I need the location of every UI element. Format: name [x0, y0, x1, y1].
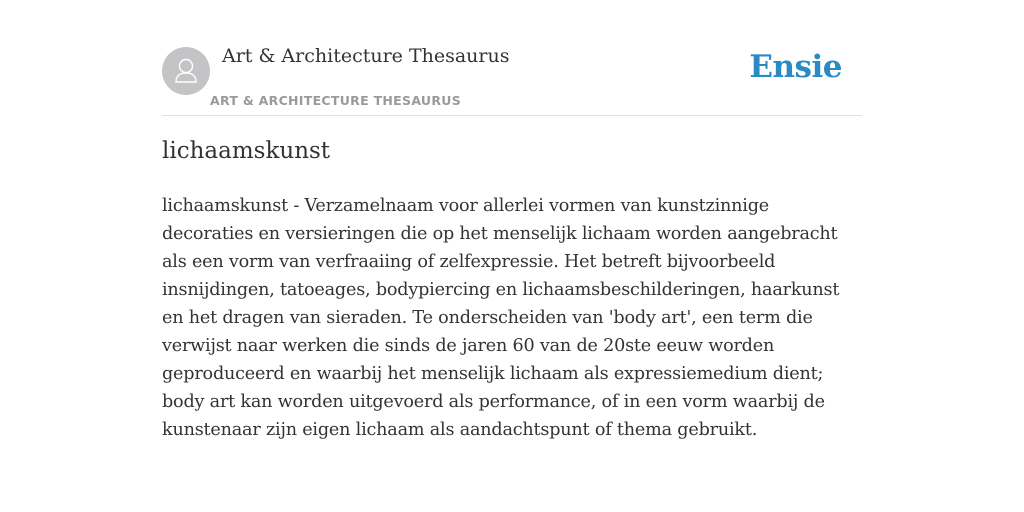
- author-name[interactable]: Art & Architecture Thesaurus: [222, 45, 510, 67]
- definition-text: lichaamskunst - Verzamelnaam voor allerlei vormen van kunstzinnige decoraties en versieringen die op het menselijk lichaam worden aangebracht als een vorm van verfraaiing of zelfexpressie. Het betreft bijvoorbeeld insnijdingen, tatoeages, bodypiercing en lichaamsbeschilderingen, haarkunst en het dragen van sieraden. Te onderscheiden van 'body art', een term die verwijst naar werken die sinds de jaren 60 van de 20ste eeuw worden geproduceerd en waarbij het menselijk lichaam als expressiemedium dient; body art kan worden uitgevoerd als performance, of in een vorm waarbij de kunstenaar zijn eigen lichaam als aandachtspunt of thema gebruikt.: [162, 196, 840, 440]
- page-title: lichaamskunst: [162, 138, 331, 164]
- author-category-label[interactable]: ART & ARCHITECTURE THESAURUS: [210, 93, 462, 108]
- page-header: [162, 40, 862, 116]
- author-avatar[interactable]: [162, 47, 210, 95]
- site-logo[interactable]: Ensie: [749, 49, 842, 85]
- user-silhouette-icon: [162, 47, 210, 95]
